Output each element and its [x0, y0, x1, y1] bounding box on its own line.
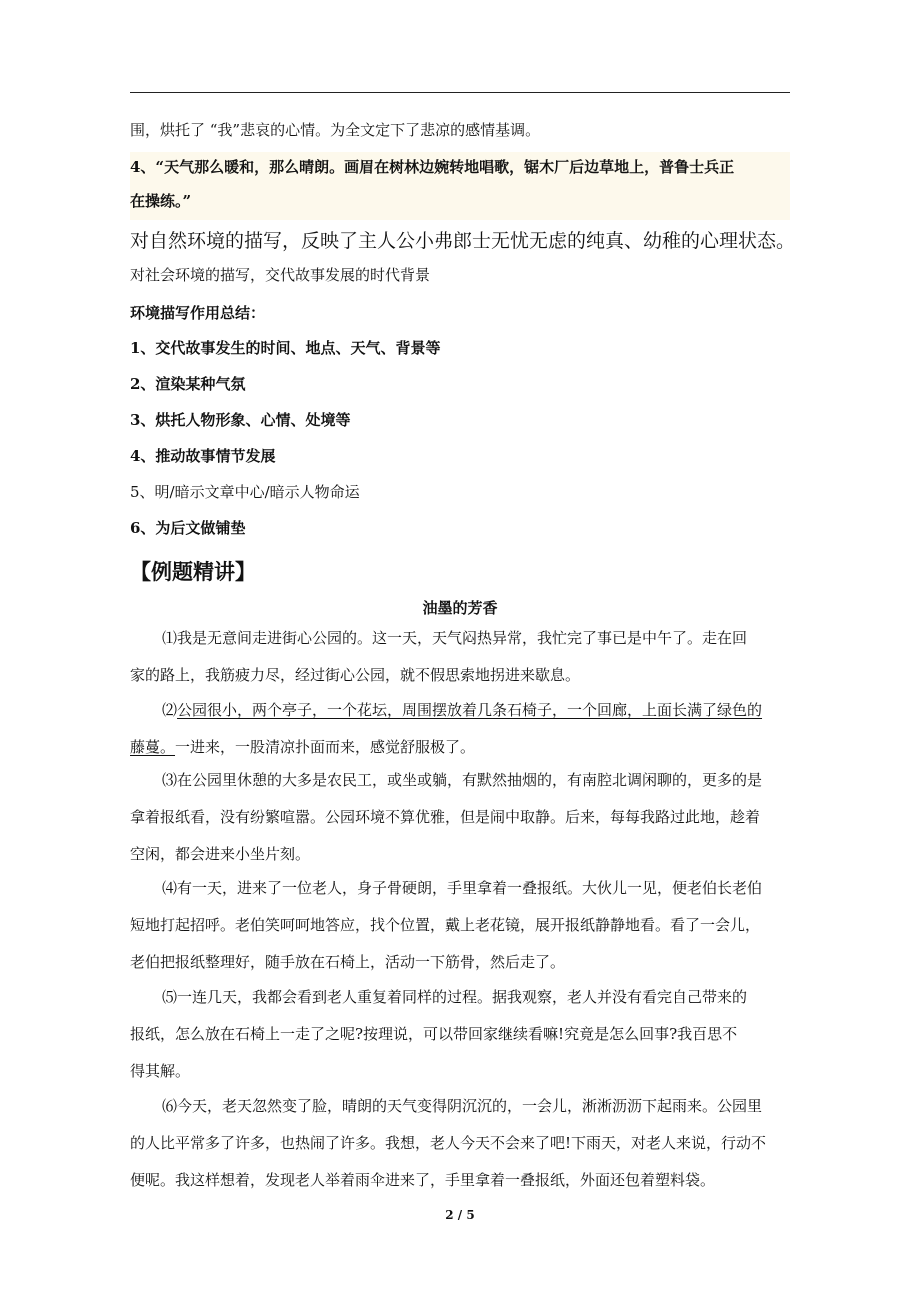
summary-item: 1、交代故事发生的时间、地点、天气、背景等 — [130, 339, 441, 357]
paragraph-line: 短地打起招呼。老伯笑呵呵地答应，找个位置，戴上老花镜，展开报纸静静地看。看了一会儿， — [130, 916, 761, 934]
social-env-text: 对社会环境的描写，交代故事发展的时代背景 — [130, 266, 431, 284]
quote-line-1: 4、“天气那么暖和，那么晴朗。画眉在树林边婉转地唱歌，锯木厂后边草地上，普鲁士兵正 — [130, 152, 790, 186]
paragraph-line — [130, 692, 790, 729]
paragraph-line: 家的路上，我筋疲力尽，经过街心公园，就不假思索地拐进来歇息。 — [130, 666, 581, 684]
paragraph-line: 便呢。我这样想着，发现老人举着雨伞进来了，手里拿着一叠报纸，外面还包着塑料袋。 — [130, 1171, 716, 1189]
paragraph-line: 空闲，都会进来小坐片刻。 — [130, 845, 311, 863]
paragraph-text: 一进来，一股清凉扑面而来，感觉舒服极了。 — [175, 738, 476, 756]
paragraph-line: 老伯把报纸整理好，随手放在石椅上，活动一下筋骨，然后走了。 — [130, 953, 566, 971]
paragraph-line: 得其解。 — [130, 1062, 191, 1080]
summary-item: 4、推动故事情节发展 — [130, 447, 276, 465]
paragraph-line: 的人比平常多了许多，也热闹了许多。我想，老人今天不会来了吧!下雨天，对老人来说，行动不 — [130, 1134, 767, 1152]
summary-item: 5、明/暗示文章中心/暗示人物命运 — [130, 483, 360, 501]
paragraph-1 — [130, 620, 790, 694]
paragraph-line: ⑶在公园里休憩的大多是农民工，或坐或躺，有默然抽烟的，有南腔北调闲聊的，更多的是 — [162, 771, 763, 789]
article-title: 油墨的芳香 — [422, 599, 498, 617]
summary-item: 6、为后文做铺垫 — [130, 519, 246, 537]
underlined-sentence: 藤蔓。 — [130, 738, 176, 756]
paragraph-3 — [130, 762, 790, 873]
section-heading: 【例题精讲】 — [130, 559, 256, 584]
paragraph-line: ⑷有一天，进来了一位老人，身子骨硬朗，手里拿着一叠报纸。大伙儿一见，便老伯长老伯 — [162, 879, 763, 897]
summary-item: 2、渲染某种气氛 — [130, 375, 246, 393]
underlined-sentence: 公园很小，两个亭子，一个花坛，周围摆放着几条石椅子，一个回廊，上面长满了绿色的 — [177, 701, 763, 719]
paragraph-marker: ⑵ — [162, 701, 178, 719]
quote-line-2: 在操练。” — [130, 186, 790, 220]
summary-item: 3、烘托人物形象、心情、处境等 — [130, 411, 351, 429]
page-number: 2 / 5 — [445, 1208, 475, 1222]
paragraph-5 — [130, 979, 790, 1090]
summary-title: 环境描写作用总结： — [130, 304, 266, 322]
paragraph-line — [130, 729, 790, 766]
text-line-continuation: 围，烘托了 “我”悲哀的心情。为全文定下了悲凉的感情基调。 — [130, 121, 541, 139]
paragraph-6 — [130, 1088, 790, 1199]
paragraph-line: ⑴我是无意间走进街心公园的。这一天，天气闷热异常，我忙完了事已是中午了。走在回 — [162, 629, 748, 647]
paragraph-line: 报纸，怎么放在石椅上一走了之呢?按理说，可以带回家继续看嘛!究竟是怎么回事?我百思不 — [130, 1025, 738, 1043]
nature-env-text: 对自然环境的描写，反映了主人公小弗郎士无忧无虑的纯真、幼稚的心理状态。 — [130, 230, 796, 252]
paragraph-line: ⑹今天，老天忽然变了脸，晴朗的天气变得阴沉沉的，一会儿，淅淅沥沥下起雨来。公园里 — [162, 1097, 763, 1115]
header-rule — [130, 92, 790, 93]
paragraph-2 — [130, 692, 790, 766]
paragraph-line: 拿着报纸看，没有纷繁喧嚣。公园环境不算优雅，但是闹中取静。后来，每每我路过此地，趁着 — [130, 808, 761, 826]
paragraph-line: ⑸一连几天，我都会看到老人重复着同样的过程。据我观察，老人并没有看完自己带来的 — [162, 988, 748, 1006]
paragraph-4 — [130, 870, 790, 981]
